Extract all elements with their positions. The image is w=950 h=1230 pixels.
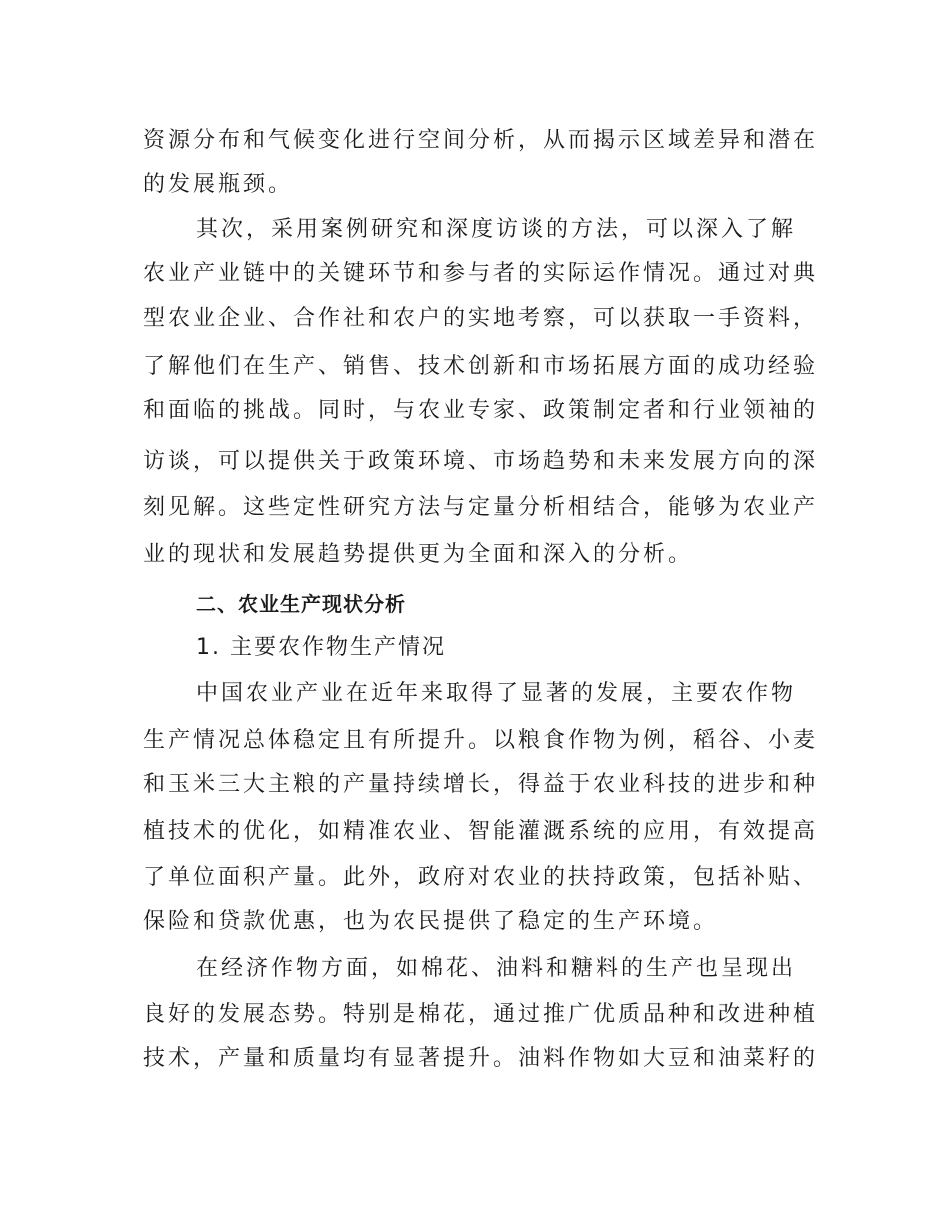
subsection-heading: 1. 主要农作物生产情况 [196, 635, 446, 660]
paragraph-line: 和玉米三大主粮的产量持续增长，得益于农业科技的进步和种 [143, 772, 819, 797]
paragraph-line: 生产情况总体稳定且有所提升。以粮食作物为例，稻谷、小麦 [143, 728, 819, 753]
paragraph-line: 中国农业产业在近年来取得了显著的发展，主要农作物 [196, 681, 797, 706]
paragraph-line: 了解他们在生产、销售、技术创新和市场拓展方面的成功经验 [143, 354, 819, 379]
paragraph-line: 业的现状和发展趋势提供更为全面和深入的分析。 [143, 542, 694, 567]
paragraph-line: 保险和贷款优惠，也为农民提供了稳定的生产环境。 [143, 909, 719, 934]
section-heading: 二、农业生产现状分析 [196, 592, 406, 616]
paragraph-line: 植技术的优化，如精准农业、智能灌溉系统的应用，有效提高 [143, 819, 819, 844]
paragraph-line: 良好的发展态势。特别是棉花，通过推广优质品种和改进种植 [143, 1002, 819, 1027]
paragraph-line: 和面临的挑战。同时，与农业专家、政策制定者和行业领袖的 [143, 398, 819, 423]
paragraph-line: 刻见解。这些定性研究方法与定量分析相结合，能够为农业产 [143, 495, 819, 520]
paragraph-line: 访谈，可以提供关于政策环境、市场趋势和未来发展方向的深 [143, 449, 819, 474]
paragraph-line: 的发展瓶颈。 [143, 172, 294, 197]
paragraph-line: 农业产业链中的关键环节和参与者的实际运作情况。通过对典 [143, 261, 819, 286]
paragraph-line: 了单位面积产量。此外，政府对农业的扶持政策，包括补贴、 [143, 865, 819, 890]
paragraph-line: 型农业企业、合作社和农户的实地考察，可以获取一手资料， [143, 306, 819, 331]
paragraph-line: 资源分布和气候变化进行空间分析，从而揭示区域差异和潜在 [143, 128, 819, 153]
paragraph-line: 在经济作物方面，如棉花、油料和糖料的生产也呈现出 [196, 956, 797, 981]
paragraph-line: 技术，产量和质量均有显著提升。油料作物如大豆和油菜籽的 [143, 1046, 819, 1071]
paragraph-line: 其次，采用案例研究和深度访谈的方法，可以深入了解 [196, 217, 797, 242]
